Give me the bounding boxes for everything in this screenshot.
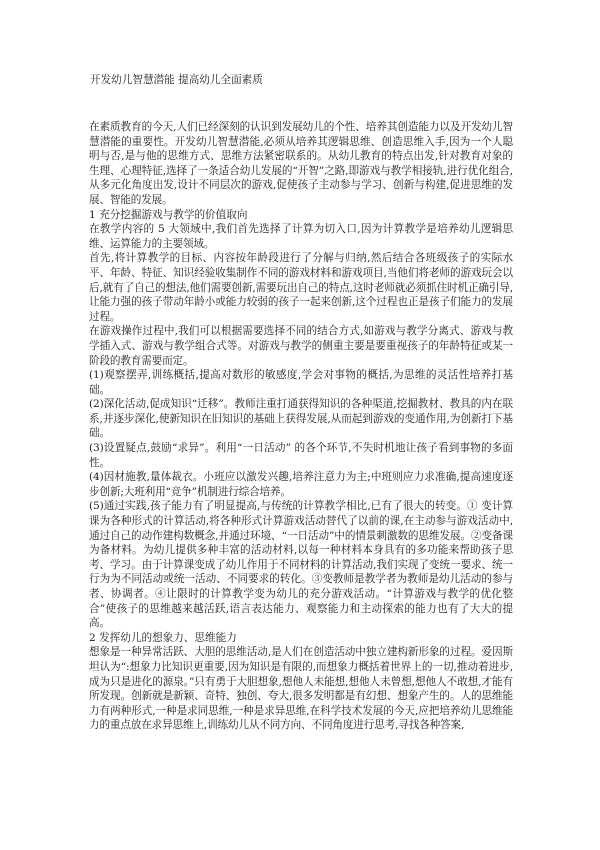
intro-paragraph: 在素质教育的今天,人们已经深刻的认识到发展幼儿的个性、培养其创造能力以及开发幼儿智慧潜能的重要性。开发幼儿智慧潜能,必须从培养其逻辑思维、创造思维入手,因为一个人聪明与否,是与他的思维方式、思维方法紧密联系的。从幼儿教育的特点出发,针对教育对象的生理、心理特征,选择了一条适合幼儿发展的“开智”之路,即游戏与教学相接轨,进行优化组合,从多元化角度出发,设计不同层次的游戏,促使孩子主动参与学习、创新与构建,促进思维的发展、智能的发展。 [89,121,513,206]
list-item: (2)深化活动,促成知识“迁移”。教师注重打通获得知识的各种渠道,挖掘教材、教具的内在联系,并逐步深化,使新知识在旧知识的基础上获得发展,从而起到游戏的变通作用,为创新打下基础。 [89,398,513,440]
list-item: (5)通过实践,孩子能力有了明显提高,与传统的计算教学相比,已有了很大的转变。① 变计算课为各种形式的计算活动,将各种形式计算游戏活动替代了以前的课,在主动参与游戏活动中,通过自己的动作建构数概念,并通过环境、“一日活动”中的情景刺激数的思维发展。②变备课为备材料。为幼儿提供多种丰富的活动材料,以每一种材料本身具有的多功能来帮助孩子思考、学习。由于计算课变成了幼儿作用于不同材料的计算活动,我们实现了变统一要求、统一行为为不同活动或统一活动、不同要求的转化。③变教师是教学者为教师是幼儿活动的参与者、协调者。④让限时的计算教学变为幼儿的充分游戏活动。“计算游戏与教学的优化整合”使孩子的思维越来越活跃,语言表达能力、观察能力和主动探索的能力也有了大大的提高。 [89,500,513,630]
list-item: (4)因材施教,量体裁衣。小班应以激发兴趣,培养注意力为主;中班则应力求准确,提高速度逐步创新;大班利用“竞争”机制进行综合培养。 [89,471,513,498]
list-item: (3)设置疑点,鼓励“求异”。利用“一日活动” 的各个环节,不失时机地让孩子看到事物的多面性。 [89,442,513,469]
list-item: (1)观察摆弄,训练概括,提高对数形的敏感度,学会对事物的概括,为思维的灵活性培养打基础。 [89,369,513,396]
paragraph: 想象是一种异常活跃、大胆的思维活动,是人们在创造活动中独立建构新形象的过程。爱因斯坦认为“:想象力比知识更重要,因为知识是有限的,而想象力概括着世界上的一切,推动着进步,成为只是进化的源泉。”只有勇于大胆想象,想他人未能想,想他人未曾想,想他人不敢想,才能有所发现。创新就是新颖、奇特、独创、夸大,很多发明都是有幻想、想象产生的。人的思维能力有两种形式,一种是求同思维,一种是求异思维,在科学技术发展的今天,应把培养幼儿思维能力的重点放在求异思维上,训练幼儿从不同方向、不同角度进行思考,寻找各种答案, [89,646,513,732]
document-title: 开发幼儿智慧潜能 提高幼儿全面素质 [90,74,263,86]
document-body [89,120,513,733]
paragraph: 在游戏操作过程中,我们可以根据需要选择不同的结合方式,如游戏与教学分离式、游戏与教学插入式、游戏与教学组合式等。对游戏与教学的侧重主要是要重视孩子的年龄特征或某一阶段的教育需要而定。 [89,325,513,367]
paragraph: 首先,将计算教学的目标、内容按年龄段进行了分解与归纳,然后结合各班级孩子的实际水平、年龄、特征、知识经验收集制作不同的游戏材料和游戏项目,当他们将老师的游戏玩会以后,就有了自己的想法,他们需要创新,需要玩出自己的特点,这时老师就必须抓住时机正确引导,让能力强的孩子带动年龄小或能力较弱的孩子一起来创新,这个过程也正是孩子们能力的发展过程。 [89,252,513,323]
section-heading-1: 1 充分挖掘游戏与教学的价值取向 [89,208,248,221]
paragraph: 在教学内容的 5 大领域中,我们首先选择了计算为切入口,因为计算教学是培养幼儿逻辑思维、运算能力的主要领域。 [89,223,513,250]
section-heading-2: 2 发挥幼儿的想象力、思维能力 [89,631,237,644]
